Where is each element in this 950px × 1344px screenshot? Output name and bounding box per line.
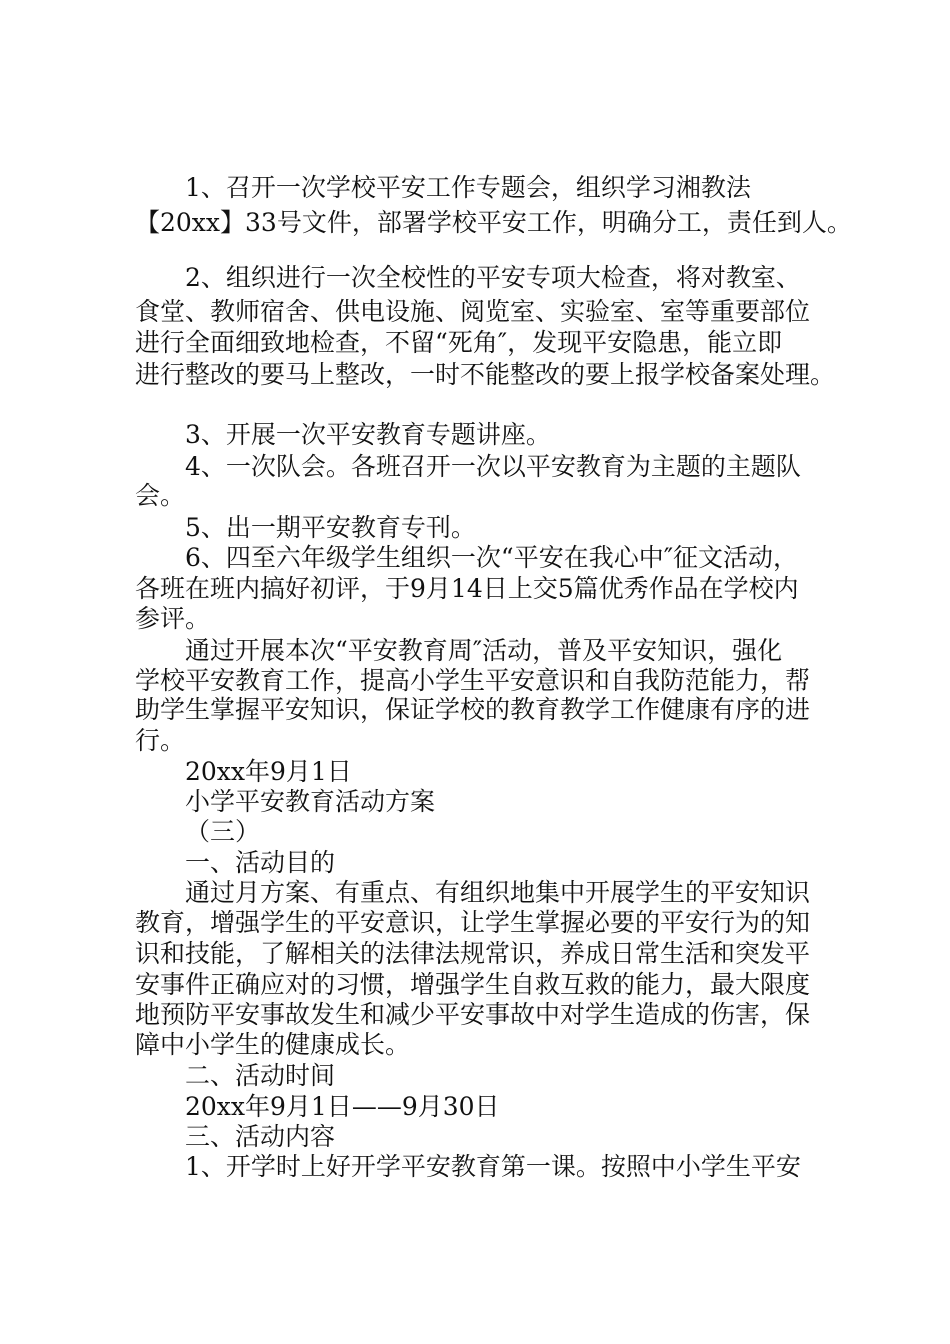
text-line: 教育，增强学生的平安意识，让学生掌握必要的平安行为的知 (135, 908, 811, 937)
text-line: 3、开展一次平安教育专题讲座。 (185, 420, 551, 449)
text-line: 1、开学时上好开学平安教育第一课。按照中小学生平安 (185, 1152, 801, 1181)
text-line: 参评。 (135, 604, 211, 633)
text-line: 学校平安教育工作，提高小学生平安意识和自我防范能力，帮 (135, 666, 811, 695)
text-line: 地预防平安事故发生和减少平安事故中对学生造成的伤害，保 (135, 1000, 811, 1029)
text-line: 通过月方案、有重点、有组织地集中开展学生的平安知识 (185, 878, 811, 907)
date-range-line: 20xx年9月1日——9月30日 (185, 1092, 500, 1121)
text-line: 安事件正确应对的习惯，增强学生自救互救的能力，最大限度 (135, 970, 811, 999)
section-number: （三） (185, 817, 261, 846)
text-line: 各班在班内搞好初评，于9月14日上交5篇优秀作品在学校内 (135, 574, 799, 603)
text-line: 行。 (135, 726, 186, 755)
text-line: 识和技能，了解相关的法律法规常识，养成日常生活和突发平 (135, 939, 811, 968)
date-line: 20xx年9月1日 (185, 757, 352, 786)
text-line: 进行整改的要马上整改，一时不能整改的要上报学校备案处理。 (135, 360, 836, 389)
section-title: 小学平安教育活动方案 (185, 787, 436, 816)
text-line: 1、召开一次学校平安工作专题会，组织学习湘教法 (185, 173, 751, 202)
heading-activity-purpose: 一、活动目的 (185, 848, 336, 877)
text-line: 障中小学生的健康成长。 (135, 1030, 411, 1059)
text-line: 通过开展本次“平安教育周″活动，普及平安知识，强化 (185, 636, 783, 665)
text-line: 4、一次队会。各班召开一次以平安教育为主题的主题队 (185, 452, 801, 481)
heading-activity-content: 三、活动内容 (185, 1122, 336, 1151)
text-line: 进行全面细致地检查，不留“死角″，发现平安隐患，能立即 (135, 328, 783, 357)
text-line: 【20xx】33号文件，部署学校平安工作，明确分工，责任到人。 (135, 208, 852, 237)
text-line: 食堂、教师宿舍、供电设施、阅览室、实验室、室等重要部位 (135, 297, 811, 326)
text-line: 6、四至六年级学生组织一次“平安在我心中″征文活动， (185, 543, 799, 572)
heading-activity-time: 二、活动时间 (185, 1061, 336, 1090)
text-line: 5、出一期平安教育专刊。 (185, 513, 476, 542)
text-line: 2、组织进行一次全校性的平安专项大检查，将对教室、 (185, 263, 801, 292)
text-line: 会。 (135, 481, 186, 510)
text-line: 助学生掌握平安知识，保证学校的教育教学工作健康有序的进 (135, 695, 811, 724)
